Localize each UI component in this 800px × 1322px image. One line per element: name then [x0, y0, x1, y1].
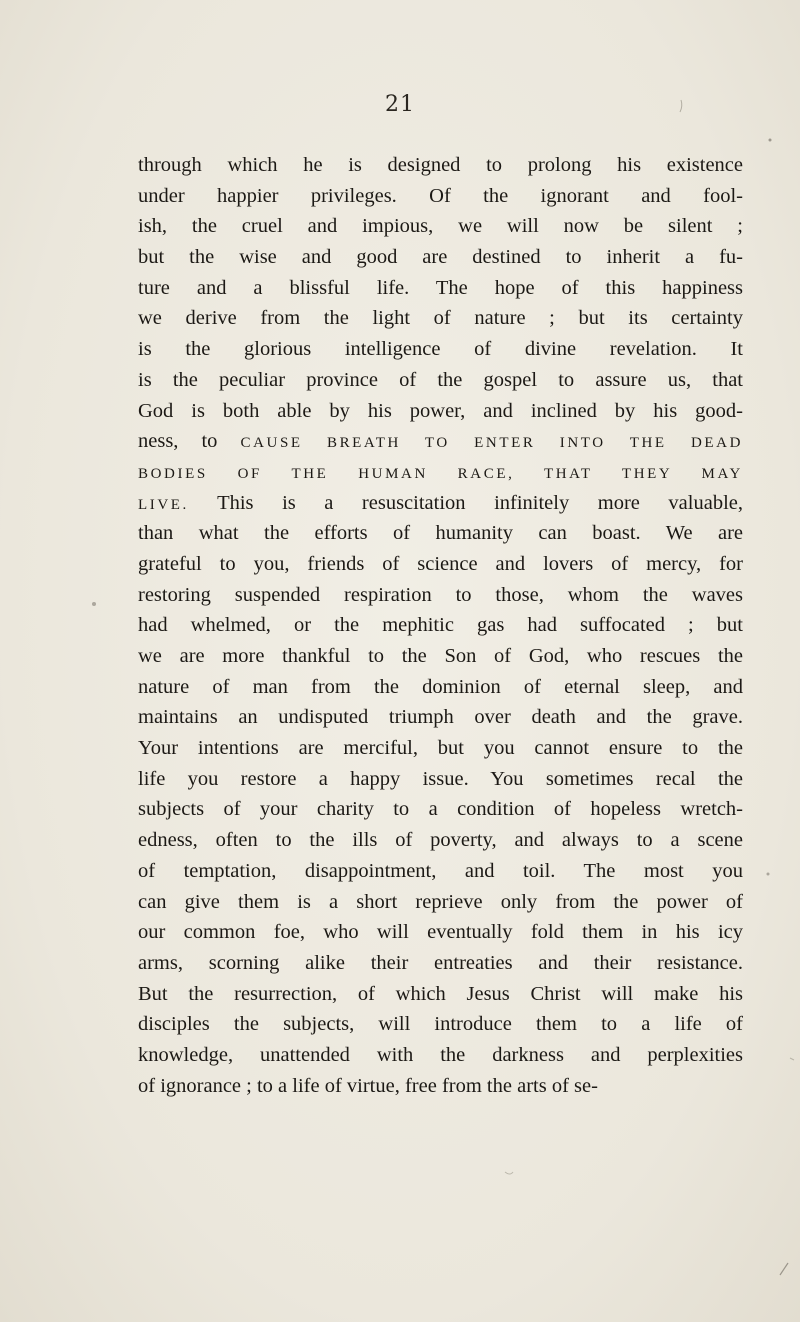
- text-line: ture and a blissful life. The hope of this happiness: [138, 276, 743, 299]
- text-line: edness, often to the ills of poverty, and always to a scene: [138, 829, 743, 852]
- text-line: ish, the cruel and impious, we will now be silent ;: [138, 215, 743, 238]
- text-line: But the resurrection, of which Jesus Christ will make his: [138, 982, 743, 1005]
- text-line: our common foe, who will eventually fold them in his icy: [138, 921, 743, 944]
- page-number: 21: [385, 92, 415, 117]
- small-caps-run: CAUSE BREATH TO ENTER INTO THE DEAD: [240, 435, 744, 452]
- text-line: is the peculiar province of the gospel to assure us, that: [138, 368, 743, 391]
- text-line: restoring suspended respiration to those, whom the waves: [138, 583, 743, 606]
- text-line: we derive from the light of nature ; but its certainty: [138, 307, 743, 330]
- text-line: of ignorance ; to a life of virtue, free from the arts of se-: [138, 1074, 598, 1097]
- small-caps-run: BODIES OF THE HUMAN RACE, THAT THEY MAY: [138, 465, 743, 482]
- text-line: life you restore a happy issue. You sometimes recal the: [138, 767, 743, 790]
- text-line: than what the efforts of humanity can boast. We are: [138, 522, 743, 545]
- text-line: God is both able by his power, and inclined by his good-: [138, 399, 743, 422]
- text-line: had whelmed, or the mephitic gas had suffocated ; but: [138, 614, 743, 637]
- text-run: This is a resuscitation infinitely more valuable,: [188, 491, 743, 514]
- text-line: under happier privileges. Of the ignorant and fool-: [138, 184, 743, 207]
- body-text: [138, 150, 743, 1101]
- text-line: we are more thankful to the Son of God, who rescues the: [138, 645, 743, 667]
- text-line: Your intentions are merciful, but you cannot ensure to the: [138, 737, 743, 760]
- text-line: through which he is designed to prolong his existence: [138, 154, 743, 176]
- small-caps-run: LIVE.: [138, 496, 189, 513]
- text-line: can give them is a short reprieve only from the power of: [138, 890, 743, 913]
- text-line: but the wise and good are destined to inherit a fu-: [138, 246, 743, 269]
- text-line: knowledge, unattended with the darkness and perplexities: [138, 1043, 743, 1066]
- text-line: [138, 426, 743, 457]
- text-line: grateful to you, friends of science and lovers of mercy, for: [138, 552, 743, 575]
- text-line: of temptation, disappointment, and toil. The most you: [138, 859, 743, 882]
- text-line: arms, scorning alike their entreaties and their resistance.: [138, 951, 743, 974]
- text-line: [138, 488, 743, 519]
- text-run: ness, to: [138, 430, 241, 453]
- text-line: subjects of your charity to a condition of hopeless wretch-: [138, 798, 743, 821]
- text-line: nature of man from the dominion of eternal sleep, and: [138, 675, 743, 698]
- text-line: disciples the subjects, will introduce them to a life of: [138, 1013, 743, 1036]
- text-line: is the glorious intelligence of divine revelation. It: [138, 338, 743, 361]
- text-line: maintains an undisputed triumph over death and the grave.: [138, 706, 743, 729]
- text-line: [138, 457, 743, 488]
